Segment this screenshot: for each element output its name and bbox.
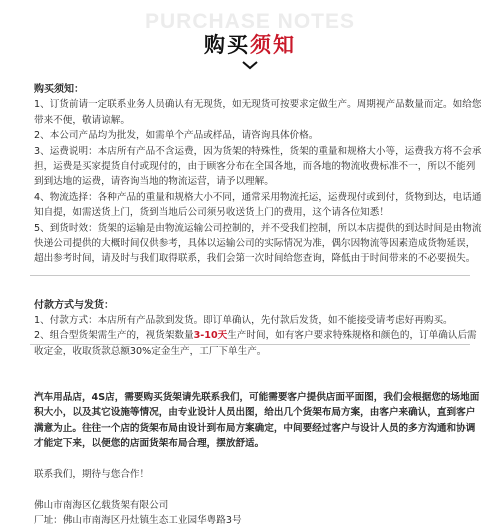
notes-item-5-line-3: 超出参考时间，请及时与我们取得联系，我们会第一次时间给您查询，降低由于时间带来的不必要损失。 (34, 253, 476, 265)
section-divider (30, 275, 470, 276)
notes-item-1-line-2: 带来不便，敬请谅解。 (34, 114, 130, 126)
watermark-text: PURCHASE NOTES (144, 10, 356, 33)
notes-item-1-line-1: 1、订货前请一定联系业务人员确认有无现货，如无现货可按要求定做生产。周期视产品数量而定。如给您 (34, 99, 482, 111)
section-divider (30, 344, 470, 345)
production-time-highlight: 3-10天 (193, 330, 228, 342)
payment-item-2-line-1 (34, 328, 477, 343)
company-name: 佛山市南海区亿载货架有限公司 (34, 499, 169, 511)
notes-item-4-line-2: 知自提，如需送货上门，货到当地后公司须另收送货上门的费用，这个请各位知悉！ (34, 207, 389, 219)
page-header (0, 0, 500, 78)
company-address (34, 513, 470, 528)
notes-item-3-line-3: 到到达地的运费，请咨询当地的物流运营，请予以理解。 (34, 176, 274, 188)
planning-line-1: 汽车用品店，4S店，需要购买货架请先联系我们，可能需要客户提供店面平面图，我们会根据您的场地面 (34, 392, 480, 404)
payment-item-2-mid: 生产时间 (227, 330, 266, 342)
address-label: 厂址： (34, 515, 63, 527)
notice-body (34, 82, 482, 529)
planning-line-3: 满意为止。往往一个店的货架布局由设计到布局方案确定，中间要经过客户与设计人员的多方沟通和协调 (34, 422, 476, 434)
notes-item-5-line-2: 快递公司提供的大概时间仅供参考，具体以运输公司的实际情况为准，偶尔因物流等因素造成货物延误， (34, 238, 476, 250)
payment-item-1: 1、付款方式：本店所有产品款到发货。即订单确认，先付款后发货，如不能接受请考虑好再购买。 (34, 315, 453, 327)
title-part-red: 须知 (250, 33, 296, 57)
thanks-text: 联系我们，期待与您合作！ (34, 469, 150, 481)
chevron-down-icon (240, 59, 260, 71)
notes-item-2: 2、本公司产品均为批发，如需单个产品或样品，请咨询具体价格。 (34, 130, 319, 142)
notes-item-3-line-1: 3、运费说明：本店所有产品不含运费，因为货架的特殊性，货架的重量和规格大小等，运费我方将不会承 (34, 145, 482, 157)
payment-item-2-line-2: 收定金，收取货款总额30%定金生产，工厂下单生产。 (34, 345, 267, 357)
payment-item-2-suffix: ，如有客户要求特殊规格和颜色的，订单确认后需 (265, 330, 477, 342)
page-title (0, 29, 500, 59)
notes-item-5-line-1: 5、到货时效：货架的运输是由物流运输公司控制的，并不受我们控制，所以本店提供的到达时间是由物流 (34, 222, 482, 234)
notes-item-3-line-2: 担，运费是买家提货自付或现付的，由于顾客分布在全国各地，而各地的物流收费标准不一，所以不能列 (34, 161, 476, 173)
payment-heading: 付款方式与发货： (34, 299, 114, 311)
title-part-black: 购买 (204, 33, 250, 57)
payment-item-2-prefix: 2、组合型货架需生产的，视货架数量 (34, 330, 194, 342)
notes-heading: 购买须知： (34, 84, 84, 95)
planning-line-2: 积大小，以及其它设施等情况，由专业设计人员出图，给出几个货架布局方案，由客户来确认，直到客户 (34, 407, 476, 419)
notes-item-4-line-1: 4、物流选择：各种产品的重量和规格大小不同，通常采用物流托运，运费现付或到付，货物到达，电话通 (34, 191, 482, 203)
address-value: 佛山市南海区丹灶镇生态工业园华粤路3号 (62, 515, 242, 527)
planning-line-4: 才能定下来，以便您的店面货架布局合理，摆放舒适。 (34, 438, 265, 450)
